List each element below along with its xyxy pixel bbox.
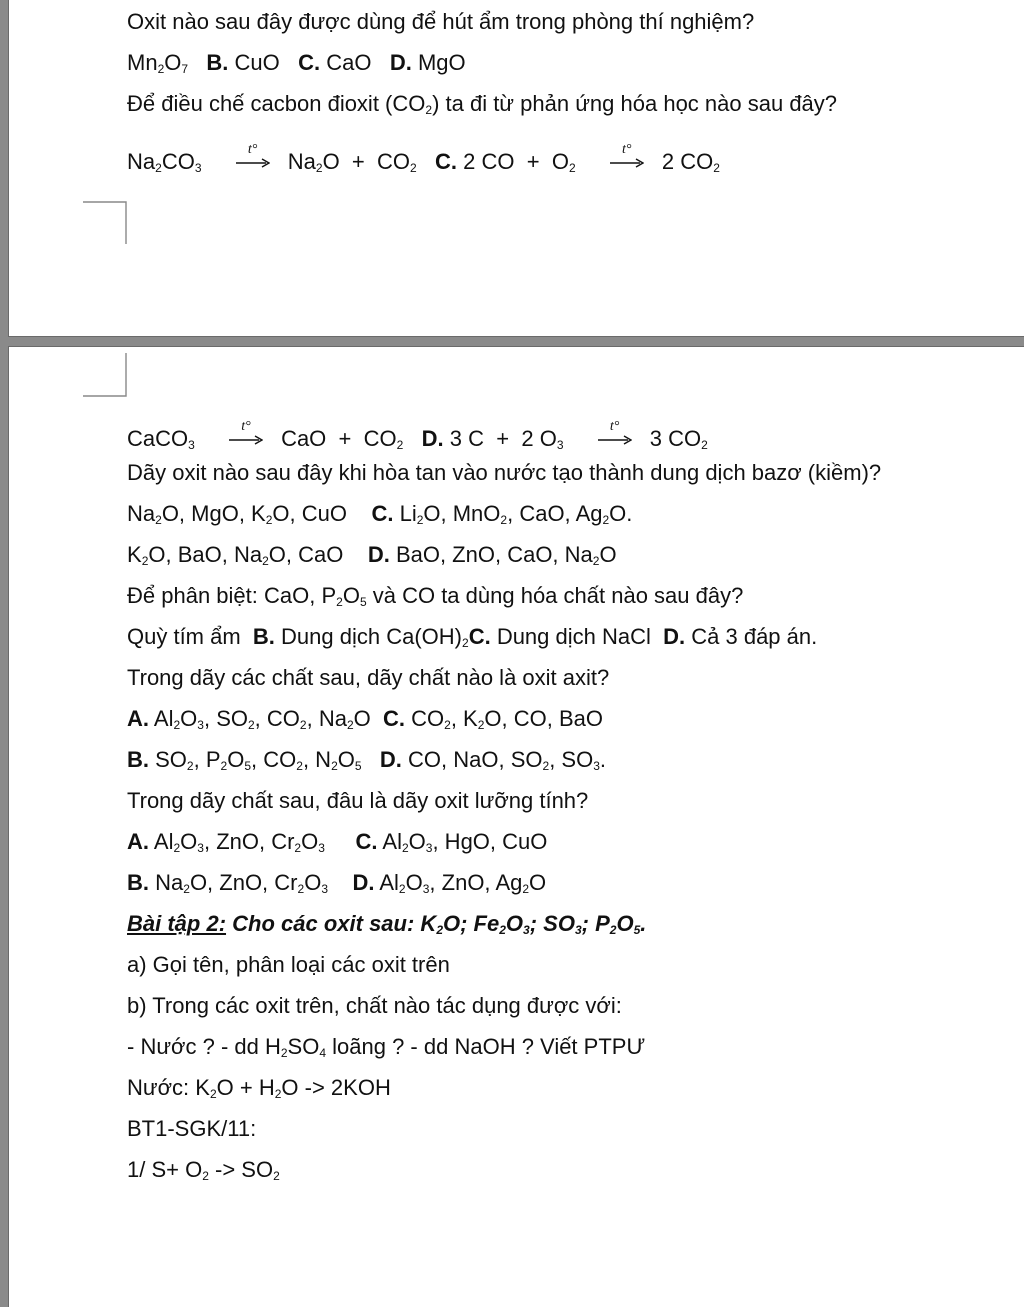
question-6-text: Trong dãy chất sau, đâu là dãy oxit lưỡng tính? [127,788,589,813]
reaction-arrow: t° [598,435,632,445]
question-1-options: $Mn_2O_7$ B. CuO C. CaO D. MgO [127,50,466,76]
document-page-2 [9,347,1024,1307]
textbook-exercise-label: BT1-SGK/11: [127,1116,257,1141]
question-1-text: Oxit nào sau đây được dùng để hút ẩm trong phòng thí nghiệm? [127,9,755,34]
exercise-2-heading: Bài tập 2: Cho các oxit sau: $K_2O$; $Fe_2O_3$; $SO_3$; $P_2O_5$. [127,911,647,937]
question-6-options-b-d: B. $Na_2O$, ZnO, $Cr_2O_3$ D. $Al_2O_3$, ZnO, $Ag_2O$ [127,870,547,896]
reaction-arrow: t° [610,158,644,168]
question-5-options-b-d: B. $SO_2$, $P_2O_5$, $CO_2$, $N_2O_5$ D. CO, NaO, $SO_2$, $SO_3$. [127,747,607,773]
document-page-1 [9,0,1024,336]
question-2-equations: $Na_2CO_3$ t° $Na_2O + CO_2$ C. 2 CO + $O_2$ t° 2 $CO_2$ [127,142,720,175]
exercise-2-part-b: b) Trong các oxit trên, chất nào tác dụng được với: [127,993,622,1018]
margin-corner-mark [83,200,129,246]
question-2-text: Để điều chế cacbon đioxit $(CO_2)$ ta đi từ phản ứng hóa học nào sau đây? [127,91,838,117]
question-3-text: Dãy oxit nào sau đây khi hòa tan vào nước tạo thành dung dịch bazơ (kiềm)? [127,460,882,485]
exercise-2-reagents: - Nước ? - dd $H_2SO_4$ loãng ? - dd NaOH ? Viết PTPƯ [127,1034,646,1060]
question-4-text: Để phân biệt: CaO, $P_2O_5$ và CO ta dùng hóa chất nào sau đây? [127,583,744,609]
question-5-options-a-c: A. $Al_2O_3$, $SO_2$, $CO_2$, $Na_2O$ C. $CO_2$, $K_2O$, CO, BaO [127,706,603,732]
question-4-options: Quỳ tím ẩm B. Dung dịch $Ca(OH)_2C$. Dung dịch NaCl D. Cả 3 đáp án. [127,624,818,650]
margin-corner-mark [83,353,129,399]
textbook-exercise-item-1: 1/ $S+ O_2 -> SO_2$ [127,1157,280,1183]
exercise-2-part-a: a) Gọi tên, phân loại các oxit trên [127,952,450,977]
reaction-arrow: t° [229,435,263,445]
question-6-options-a-c: A. $Al_2O_3$, ZnO, $Cr_2O_3$ C. $Al_2O_3$, HgO, CuO [127,829,548,855]
equation-b-d: CaCO$_3$ t° CaO + $CO_2$ D. 3 C + 2 $O_3$ t° 3 $CO_2$ [127,419,708,452]
question-5-text: Trong dãy các chất sau, dãy chất nào là oxit axit? [127,665,610,690]
exercise-2-water-reaction: Nước: $K_2O + H_2O -> 2KOH$ [127,1075,391,1101]
question-3-options-a-c: $Na_2O$, MgO, $K_2O$, CuO C. $Li_2O$, MnO$_2$, CaO, $Ag_2O$. [127,501,633,527]
reaction-arrow: t° [236,158,270,168]
question-3-options-b-d: $K_2O$, BaO, $Na_2O$, CaO D. BaO, ZnO, CaO, $Na_2O$ [127,542,617,568]
